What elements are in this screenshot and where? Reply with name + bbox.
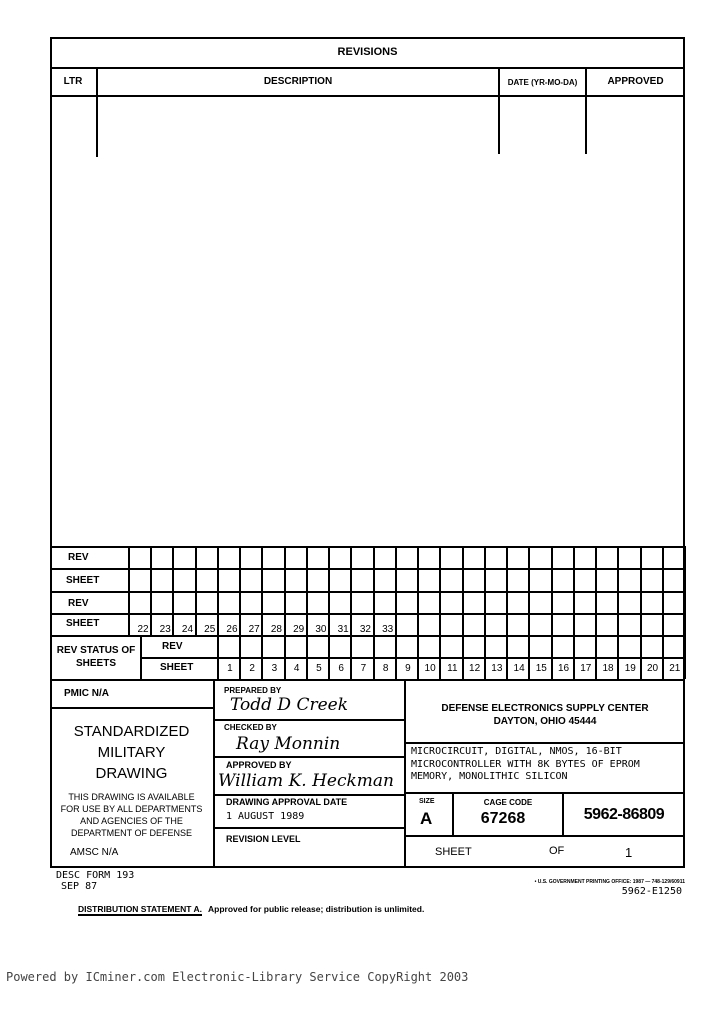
sheet-number: 3 xyxy=(271,663,278,674)
powered-by-note: Powered by ICminer.com Electronic-Library Service CopyRight 2003 xyxy=(6,970,469,984)
std-title xyxy=(50,721,213,784)
col-ltr: LTR xyxy=(63,76,83,87)
grid-line xyxy=(573,546,575,679)
sheet-number: 2 xyxy=(249,663,255,674)
sheet-number: 13 xyxy=(491,663,503,674)
pmic: PMIC N/A xyxy=(64,688,109,699)
sheet-label: SHEET xyxy=(160,662,194,673)
size-value: A xyxy=(420,809,433,828)
distribution-label: DISTRIBUTION STATEMENT A. xyxy=(78,904,203,914)
distribution-statement xyxy=(78,904,424,914)
sheet-number: 19 xyxy=(624,663,636,674)
sheet-number: 15 xyxy=(535,663,547,674)
sheet-number: 26 xyxy=(226,624,238,635)
checked-by-signature: Ray Monnin xyxy=(236,734,341,754)
sheet-number: 5 xyxy=(316,663,322,674)
approved-by-signature: William K. Heckman xyxy=(218,771,395,791)
std-title-line: MILITARY xyxy=(97,744,166,761)
document-title xyxy=(411,746,640,784)
grid-line xyxy=(306,546,308,679)
sheet-number: 27 xyxy=(248,624,260,635)
grid-line xyxy=(595,546,597,679)
grid-line xyxy=(50,546,685,548)
availability-line: FOR USE BY ALL DEPARTMENTS xyxy=(60,804,203,814)
rev-label: REV xyxy=(162,641,183,652)
grid-line xyxy=(50,635,140,637)
prepared-by-signature: Todd D Creek xyxy=(230,695,349,715)
grid-line xyxy=(50,635,685,637)
grid-line xyxy=(395,546,397,679)
sheet-number: 11 xyxy=(447,663,458,674)
col-description: DESCRIPTION xyxy=(263,76,333,87)
grid-line xyxy=(261,546,263,679)
sheet-label: SHEET xyxy=(66,618,100,629)
sheet-number: 22 xyxy=(137,624,149,635)
drawing-number: 5962-86809 xyxy=(583,806,665,823)
agency xyxy=(405,702,685,728)
rev-label: REV xyxy=(68,598,89,609)
grid-line xyxy=(239,546,241,679)
prepared-by-label: PREPARED BY xyxy=(224,686,282,695)
sheet-number: 17 xyxy=(580,663,592,674)
form-id xyxy=(56,870,134,892)
col-date: DATE (YR-MO-DA) xyxy=(507,78,578,87)
approval-date: 1 AUGUST 1989 xyxy=(226,811,305,822)
sheet-number: 7 xyxy=(360,663,367,674)
availability-note xyxy=(50,791,213,839)
grid-line xyxy=(50,679,685,681)
grid-line xyxy=(528,546,530,679)
sheet-number: 6 xyxy=(338,663,344,674)
doc-title-line: MICROCONTROLLER WITH 8K BYTES OF EPROM xyxy=(411,758,640,770)
grid-line xyxy=(50,568,685,570)
doc-code: 5962-E1250 xyxy=(621,886,682,897)
availability-line: AND AGENCIES OF THE xyxy=(80,816,183,826)
sheet-number: 4 xyxy=(293,663,300,674)
grid-line xyxy=(284,546,286,679)
rev-label: REV xyxy=(68,552,89,563)
revisions-title: REVISIONS xyxy=(337,46,398,58)
sheet-count: 1 xyxy=(625,845,633,860)
sheet-label: SHEET xyxy=(66,575,100,586)
approved-by-label: APPROVED BY xyxy=(226,760,292,770)
sheet-number: 23 xyxy=(159,624,171,635)
grid-line xyxy=(140,657,685,659)
sheet-number: 9 xyxy=(405,663,411,674)
cage-code-label: CAGE CODE xyxy=(483,798,533,807)
sheet-number: 21 xyxy=(669,663,681,674)
sheet-number: 28 xyxy=(270,624,282,635)
std-title-line: STANDARDIZED xyxy=(73,723,190,740)
doc-title-line: MICROCIRCUIT, DIGITAL, NMOS, 16-BIT xyxy=(411,746,622,757)
availability-line: THIS DRAWING IS AVAILABLE xyxy=(68,792,195,802)
sheet-number: 1 xyxy=(227,663,233,674)
revision-level-label: REVISION LEVEL xyxy=(226,834,301,844)
grid-line xyxy=(50,613,685,615)
sheet-number: 25 xyxy=(204,624,216,635)
sheet-number: 16 xyxy=(557,663,570,674)
grid-line xyxy=(551,546,553,679)
sheet-number: 18 xyxy=(602,663,614,674)
grid-line xyxy=(484,546,486,679)
grid-line xyxy=(462,546,464,679)
grid-line xyxy=(50,591,685,593)
sheet-number: 12 xyxy=(469,663,481,674)
grid-line xyxy=(195,546,197,636)
checked-by-label: CHECKED BY xyxy=(224,723,277,732)
grid-line xyxy=(439,546,441,679)
size-label: SIZE xyxy=(419,798,435,805)
grid-line xyxy=(128,546,130,636)
availability-line: DEPARTMENT OF DEFENSE xyxy=(70,828,193,838)
agency-line: DEFENSE ELECTRONICS SUPPLY CENTER xyxy=(441,703,649,714)
grid-line xyxy=(684,546,686,679)
sheet-number: 31 xyxy=(337,624,349,635)
std-title-line: DRAWING xyxy=(95,765,168,782)
grid-line xyxy=(350,546,352,679)
grid-line xyxy=(140,635,142,679)
form-date: SEP 87 xyxy=(61,881,98,892)
doc-title-line: MEMORY, MONOLITHIC SILICON xyxy=(411,771,568,782)
sheet-number: 14 xyxy=(513,663,525,674)
sheet-number: 33 xyxy=(382,624,394,635)
grid-line xyxy=(640,546,642,679)
gpo-note: • U.S. GOVERNMENT PRINTING OFFICE: 1987 — 748-129/60911 xyxy=(534,879,685,885)
grid-line xyxy=(150,546,152,636)
form-number: DESC FORM 193 xyxy=(56,870,135,881)
sheet-number: 30 xyxy=(315,624,327,635)
amsc: AMSC N/A xyxy=(70,847,119,858)
grid-line xyxy=(662,546,664,679)
rev-status-label: REV STATUS OF SHEETS xyxy=(56,645,136,669)
agency-line: DAYTON, OHIO 45444 xyxy=(493,716,597,727)
grid-line xyxy=(506,546,508,679)
cage-code: 67268 xyxy=(480,810,526,827)
distribution-text: Approved for public release; distribution is unlimited. xyxy=(208,904,425,914)
sheet-number: 20 xyxy=(646,663,659,674)
col-approved: APPROVED xyxy=(607,76,664,87)
sheet-number: 8 xyxy=(382,663,389,674)
grid-line xyxy=(328,546,330,679)
sheet-number: 32 xyxy=(359,624,371,635)
sheet-label: SHEET xyxy=(435,846,472,858)
sheet-number: 24 xyxy=(181,624,194,635)
approval-date-label: DRAWING APPROVAL DATE xyxy=(226,797,348,807)
grid-line xyxy=(417,546,419,679)
sheet-number: 29 xyxy=(293,624,305,635)
of-label: OF xyxy=(549,845,565,857)
sheet-number: 10 xyxy=(424,663,436,674)
grid-line xyxy=(617,546,619,679)
grid-line xyxy=(373,546,375,679)
grid-line xyxy=(172,546,174,636)
